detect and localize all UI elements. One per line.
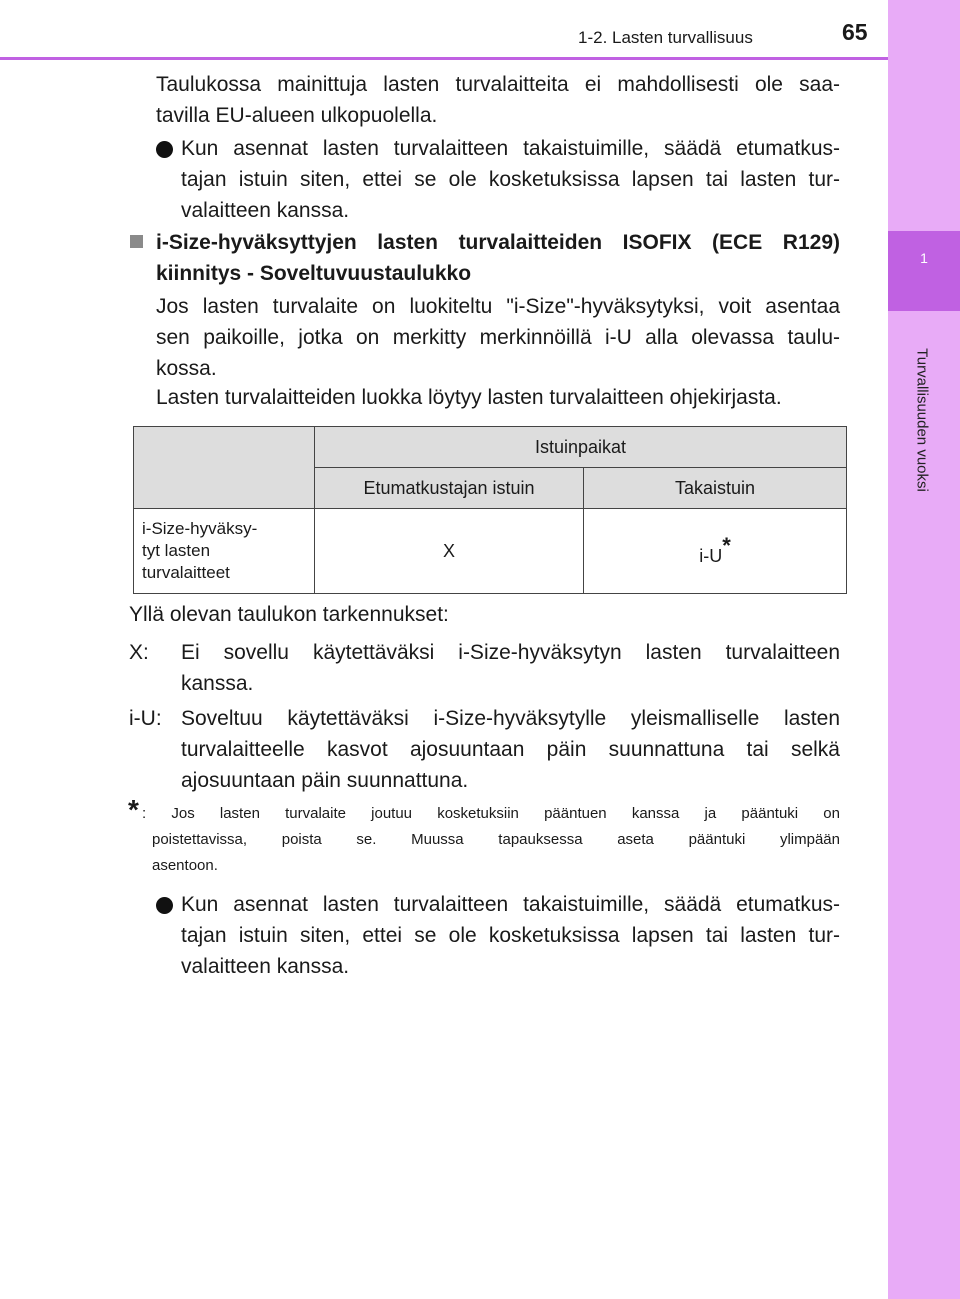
chapter-label-wrap bbox=[862, 330, 960, 510]
section-heading-line-2: kiinnitys - Soveltuvuustaulukko bbox=[156, 262, 472, 285]
table-header-seats: Istuinpaikat bbox=[315, 427, 847, 468]
bullet2-line-1: Kun asennat lasten turvalaitteen takaistuimille, säädä etumatkus- bbox=[181, 893, 840, 916]
footnote-line-1: : Jos lasten turvalaite joutuu kosketuksiin pääntuen kanssa ja pääntuki on bbox=[142, 805, 840, 822]
bullet-dot bbox=[156, 141, 173, 158]
footnote-line-3: asentoon. bbox=[152, 857, 218, 874]
section-p1-line-3: kossa. bbox=[156, 357, 217, 380]
chapter-label: Turvallisuuden vuoksi bbox=[913, 348, 931, 492]
table-col-rear-seat: Takaistuin bbox=[584, 468, 847, 509]
rear-asterisk: * bbox=[722, 533, 731, 558]
footnote-asterisk: * bbox=[128, 794, 139, 825]
section-heading-line-1: i-Size-hyväksyttyjen lasten turvalaitteiden ISOFIX (ECE R129) bbox=[156, 231, 840, 254]
bullet1-line-1: Kun asennat lasten turvalaitteen takaistuimille, säädä etumatkus- bbox=[181, 137, 840, 160]
section-title: 1-2. Lasten turvallisuus bbox=[578, 28, 753, 47]
header-rule bbox=[0, 57, 888, 60]
side-tab-strip bbox=[888, 0, 960, 1299]
note-iu-line-3: ajosuuntaan päin suunnattuna. bbox=[181, 769, 469, 792]
note-x-line-1: Ei sovellu käytettäväksi i-Size-hyväksytyn lasten turvalaitteen bbox=[181, 641, 840, 664]
note-iu-line-2: turvalaitteelle kasvot ajosuuntaan päin suunnattuna tai selkä bbox=[181, 738, 840, 761]
section-p1-line-2: sen paikoille, jotka on merkitty merkinnöillä i-U alla olevassa taulu- bbox=[156, 326, 840, 349]
table-corner-cell bbox=[134, 427, 315, 509]
bullet1-line-2: tajan istuin siten, ettei se ole kosketuksissa lapsen tai lasten tur- bbox=[181, 168, 840, 191]
section-square-icon bbox=[130, 235, 143, 248]
rear-value: i-U bbox=[699, 546, 723, 566]
notes-title: Yllä olevan taulukon tarkennukset: bbox=[129, 603, 449, 626]
intro-line-1: Taulukossa mainittuja lasten turvalaitteita ei mahdollisesti ole saa- bbox=[156, 73, 840, 96]
table-row-label bbox=[134, 509, 315, 594]
bullet2-line-3: valaitteen kanssa. bbox=[181, 955, 350, 978]
chapter-number: 1 bbox=[920, 250, 928, 266]
note-iu-key: i-U: bbox=[129, 707, 162, 730]
table-cell-rear bbox=[584, 509, 847, 594]
table-col-front-seat: Etumatkustajan istuin bbox=[315, 468, 584, 509]
row-label-line-1: i-Size-hyväksy- bbox=[142, 519, 258, 538]
table-cell-front: X bbox=[315, 509, 584, 594]
bullet2-line-2: tajan istuin siten, ettei se ole kosketuksissa lapsen tai lasten tur- bbox=[181, 924, 840, 947]
section-p1-line-1: Jos lasten turvalaite on luokiteltu "i-Size"-hyväksytyksi, voit asentaa bbox=[156, 295, 840, 318]
isofix-table bbox=[133, 426, 847, 594]
section-p2: Lasten turvalaitteiden luokka löytyy lasten turvalaitteen ohjekirjasta. bbox=[156, 386, 782, 409]
intro-line-2: tavilla EU-alueen ulkopuolella. bbox=[156, 104, 438, 127]
bullet-dot bbox=[156, 897, 173, 914]
chapter-tab[interactable] bbox=[888, 231, 960, 311]
row-label-line-2: tyt lasten bbox=[142, 541, 211, 560]
page-number: 65 bbox=[842, 19, 868, 45]
note-iu-line-1: Soveltuu käytettäväksi i-Size-hyväksytylle yleismalliselle lasten bbox=[181, 707, 840, 730]
footnote-line-2: poistettavissa, poista se. Muussa tapauksessa aseta pääntuki ylimpään bbox=[152, 831, 840, 848]
note-x-line-2: kanssa. bbox=[181, 672, 254, 695]
row-label-line-3: turvalaitteet bbox=[142, 563, 230, 582]
bullet1-line-3: valaitteen kanssa. bbox=[181, 199, 350, 222]
note-x-key: X: bbox=[129, 641, 149, 664]
